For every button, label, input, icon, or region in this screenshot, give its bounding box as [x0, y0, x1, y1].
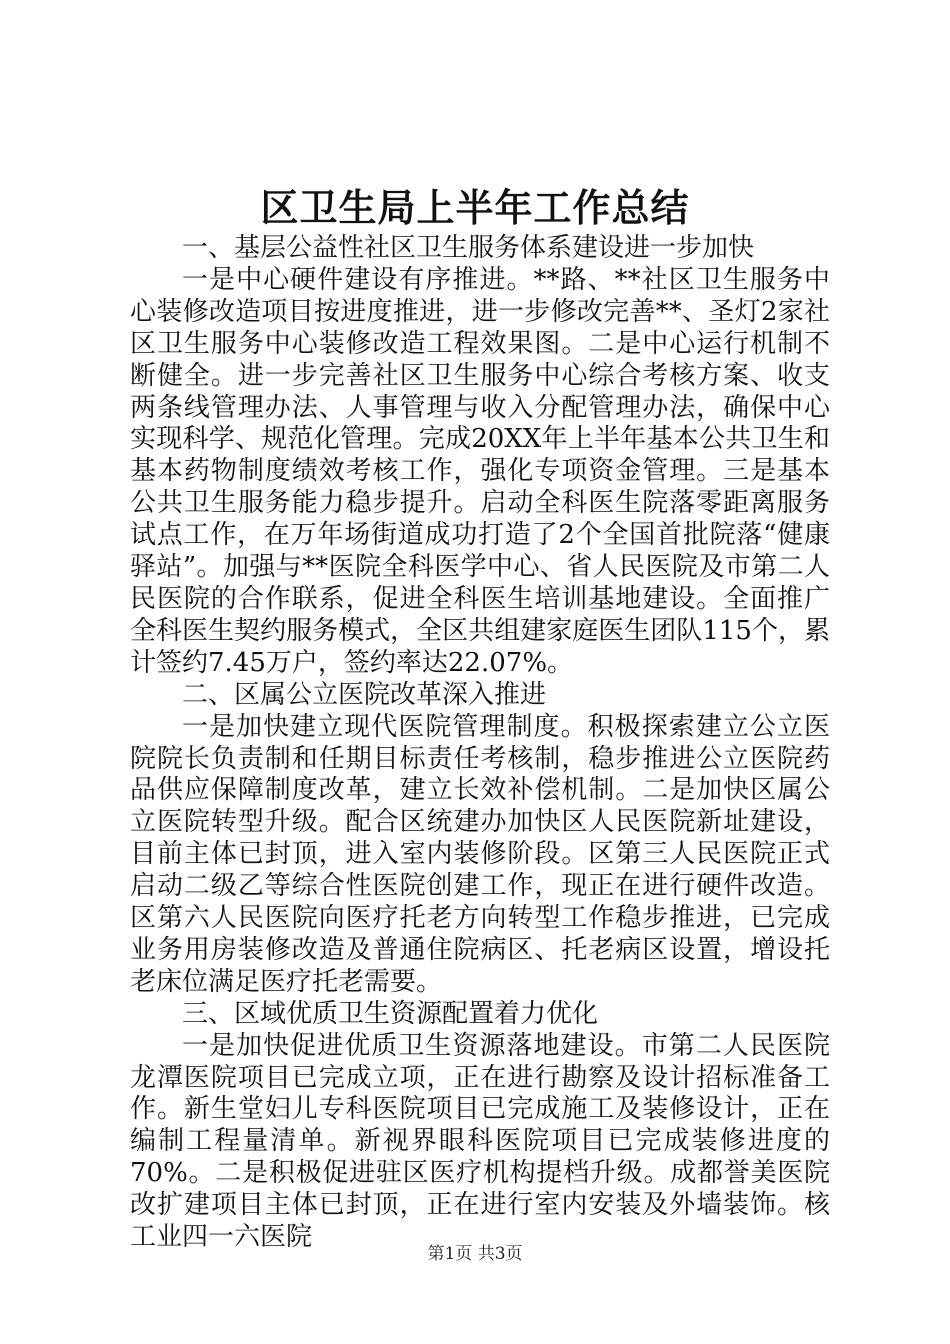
document-title: 区卫生局上半年工作总结: [260, 185, 690, 230]
section-heading-1: 一、基层公益性社区卫生服务体系建设进一步加快: [182, 233, 755, 263]
paragraph-3: 一是加快促进优质卫生资源落地建设。市第二人民医院龙潭医院项目已完成立项，正在进行勘察及设计招标准备工作。新生堂妇儿专科医院项目已完成施工及装修设计，正在编制工程量清单。新视界眼科医院项目已完成装修进度的70%。二是积极促进驻区医疗机构提档升级。成都誉美医院改扩建项目主体已封顶，正在进行室内安装及外墙装饰。核工业四一六医院: [130, 1030, 830, 1253]
section-heading-3: 三、区域优质卫生资源配置着力优化: [182, 998, 599, 1029]
page-number-footer: 第1页 共3页: [427, 1244, 523, 1264]
paragraph-2: 一是加快建立现代医院管理制度。积极探索建立公立医院院长负责制和任期目标责任考核制，稳步推进公立医院药品供应保障制度改革，建立长效补偿机制。二是加快区属公立医院转型升级。配合区统建办加快区人民医院新址建设，目前主体已封顶，进入室内装修阶段。区第三人民医院正式启动二级乙等综合性医院创建工作，现正在进行硬件改造。区第六人民医院向医疗托老方向转型工作稳步推进，已完成业务用房装修改造及普通住院病区、托老病区设置，增设托老床位满足医疗托老需要。: [130, 711, 830, 997]
section-heading-2: 二、区属公立医院改革深入推进: [182, 679, 547, 710]
paragraph-1: 一是中心硬件建设有序推进。**路、**社区卫生服务中心装修改造项目按进度推进，进一步修改完善**、圣灯2家社区卫生服务中心装修改造工程效果图。二是中心运行机制不断健全。进一步完善社区卫生服务中心综合考核方案、收支两条线管理办法、人事管理与收入分配管理办法，确保中心实现科学、规范化管理。完成20XX年上半年基本公共卫生和基本药物制度绩效考核工作，强化专项资金管理。三是基本公共卫生服务能力稳步提升。启动全科医生院落零距离服务试点工作，在万年场街道成功打造了2个全国首批院落“健康驿站”。加强与**医院全科医学中心、省人民医院及市第二人民医院的合作联系，促进全科医生培训基地建设。全面推广全科医生契约服务模式，全区共组建家庭医生团队115个，累计签约7.45万户，签约率达22.07%。: [130, 264, 830, 678]
document-body: [130, 233, 830, 1254]
